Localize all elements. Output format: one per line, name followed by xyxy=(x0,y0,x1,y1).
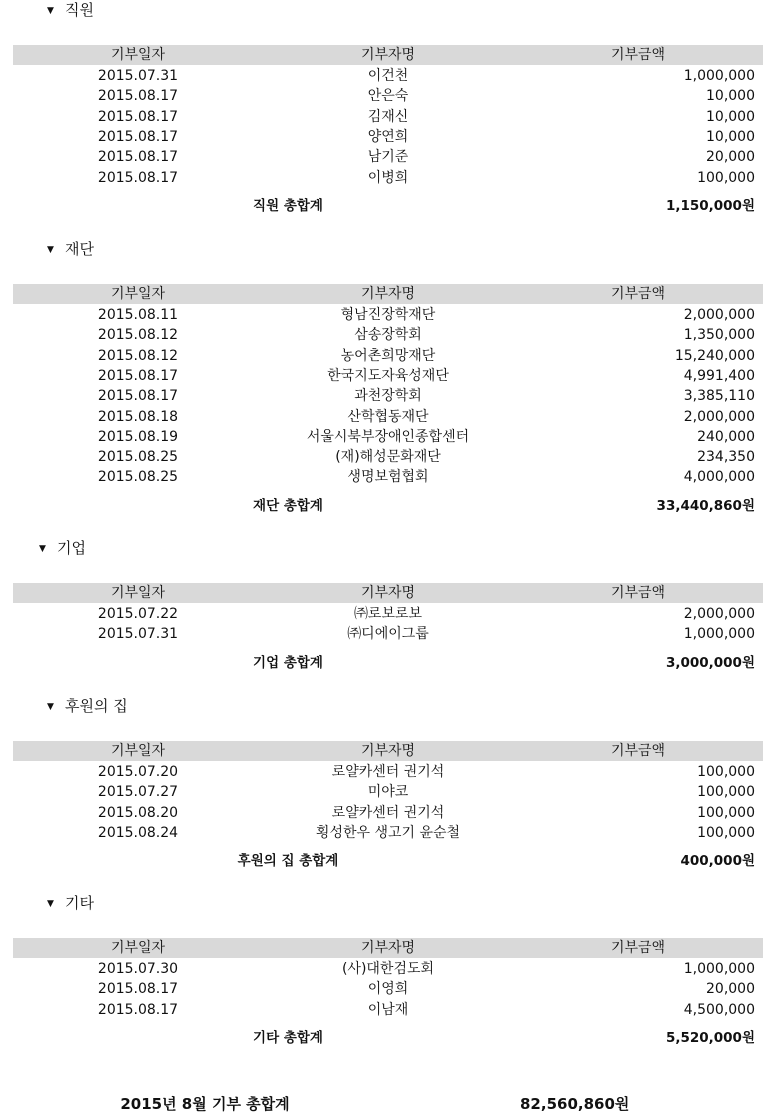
section-title[interactable] xyxy=(39,538,86,558)
grand-total-label: 2015년 8월 기부 총합계 xyxy=(120,1095,290,1113)
column-header-name: 기부자명 xyxy=(360,585,416,601)
section-title-text: 기업 xyxy=(57,539,86,557)
grand-total-row xyxy=(0,1093,771,1115)
donation-date: 2015.08.17 xyxy=(97,149,179,166)
grand-total-amount: 82,560,860원 xyxy=(520,1095,630,1113)
donor-name: 이병희 xyxy=(367,169,409,186)
column-header-date: 기부일자 xyxy=(110,47,166,63)
section-total-amount: 1,150,000원 xyxy=(665,197,755,214)
section-total-label: 직원 총합계 xyxy=(253,197,323,214)
table-row xyxy=(13,386,763,406)
donation-amount: 4,991,400 xyxy=(683,367,755,384)
donor-name: 안은숙 xyxy=(367,88,409,105)
donation-amount: 100,000 xyxy=(697,764,755,780)
column-header-date: 기부일자 xyxy=(110,585,166,601)
table-row xyxy=(13,168,763,188)
donation-amount: 1,000,000 xyxy=(683,626,755,643)
column-header-date: 기부일자 xyxy=(110,286,166,302)
donor-name: 산학협동재단 xyxy=(347,408,429,425)
donation-amount: 4,000,000 xyxy=(683,469,755,486)
donor-name: 서울시북부장애인종합센터 xyxy=(306,428,470,445)
section-title-text: 후원의 집 xyxy=(65,697,128,715)
column-header-name: 기부자명 xyxy=(360,743,416,759)
table-row xyxy=(13,346,763,366)
donation-date: 2015.08.17 xyxy=(97,981,179,998)
donation-date: 2015.07.20 xyxy=(97,764,179,780)
table-row xyxy=(13,427,763,447)
table-header xyxy=(13,741,763,761)
table-row xyxy=(13,823,763,843)
table-row xyxy=(13,366,763,386)
column-header-name: 기부자명 xyxy=(360,286,416,302)
donation-date: 2015.08.25 xyxy=(97,449,179,466)
table-row xyxy=(13,979,763,999)
donation-amount: 20,000 xyxy=(706,981,755,998)
collapse-triangle-icon[interactable]: ▼ xyxy=(47,6,54,16)
donor-name: 이영희 xyxy=(367,981,409,998)
donation-amount: 2,000,000 xyxy=(683,408,755,425)
donation-date: 2015.08.11 xyxy=(97,307,179,323)
column-header-amount: 기부금액 xyxy=(610,743,666,759)
donation-amount: 100,000 xyxy=(697,824,755,841)
table-row xyxy=(13,762,763,782)
section-total-row xyxy=(13,495,763,517)
column-header-amount: 기부금액 xyxy=(610,286,666,302)
section-total-amount: 33,440,860원 xyxy=(656,497,755,514)
donation-date: 2015.08.12 xyxy=(97,327,179,344)
column-header-name: 기부자명 xyxy=(360,940,416,956)
donor-name: (사)대한검도회 xyxy=(341,961,435,977)
column-header-date: 기부일자 xyxy=(110,743,166,759)
table-row xyxy=(13,325,763,345)
donation-amount: 4,500,000 xyxy=(683,1001,755,1018)
donation-date: 2015.07.22 xyxy=(97,606,179,622)
table-row xyxy=(13,147,763,167)
donation-date: 2015.08.17 xyxy=(97,169,179,186)
table-row xyxy=(13,467,763,487)
donor-name: 생명보험협회 xyxy=(347,469,429,486)
table-header xyxy=(13,583,763,603)
section-title[interactable] xyxy=(47,0,94,20)
donation-date: 2015.08.17 xyxy=(97,128,179,145)
donation-amount: 100,000 xyxy=(697,804,755,821)
donor-name: 미야코 xyxy=(367,784,409,801)
section-title[interactable] xyxy=(47,696,128,716)
section-total-row xyxy=(13,1027,763,1049)
donor-name: 로얄카센터 권기석 xyxy=(331,764,445,780)
donation-amount: 1,350,000 xyxy=(683,327,755,344)
donor-name: 한국지도자육성재단 xyxy=(327,367,449,384)
donor-name: 양연희 xyxy=(367,128,409,145)
table-row xyxy=(13,624,763,644)
donation-amount: 234,350 xyxy=(697,449,755,466)
table-row xyxy=(13,407,763,427)
section-total-amount: 400,000원 xyxy=(680,853,755,870)
donation-amount: 10,000 xyxy=(706,108,755,125)
donation-date: 2015.07.27 xyxy=(97,784,179,801)
donation-amount: 10,000 xyxy=(706,128,755,145)
table-row xyxy=(13,782,763,802)
donation-date: 2015.08.17 xyxy=(97,388,179,405)
column-header-amount: 기부금액 xyxy=(610,585,666,601)
donation-date: 2015.07.31 xyxy=(97,626,179,643)
donation-amount: 3,385,110 xyxy=(683,388,755,405)
section-total-label: 기타 총합계 xyxy=(253,1029,323,1046)
table-row xyxy=(13,803,763,823)
section-total-row xyxy=(13,850,763,872)
donation-date: 2015.08.17 xyxy=(97,1001,179,1018)
donation-date: 2015.08.25 xyxy=(97,469,179,486)
collapse-triangle-icon[interactable]: ▼ xyxy=(39,544,46,554)
column-header-date: 기부일자 xyxy=(110,940,166,956)
table-row xyxy=(13,1000,763,1020)
donation-date: 2015.08.17 xyxy=(97,367,179,384)
section-total-row xyxy=(13,195,763,217)
donation-date: 2015.07.31 xyxy=(97,68,179,84)
donation-amount: 240,000 xyxy=(697,428,755,445)
column-header-amount: 기부금액 xyxy=(610,47,666,63)
collapse-triangle-icon[interactable]: ▼ xyxy=(47,702,54,712)
donor-name: 형남진장학재단 xyxy=(340,307,436,323)
donation-amount: 2,000,000 xyxy=(683,307,755,323)
table-row xyxy=(13,127,763,147)
donation-amount: 100,000 xyxy=(697,169,755,186)
donation-date: 2015.08.17 xyxy=(97,88,179,105)
donation-amount: 20,000 xyxy=(706,149,755,166)
donation-date: 2015.08.12 xyxy=(97,347,179,364)
collapse-triangle-icon[interactable]: ▼ xyxy=(47,245,54,255)
donation-amount: 1,000,000 xyxy=(683,961,755,977)
table-row xyxy=(13,305,763,325)
table-row xyxy=(13,66,763,86)
section-total-label: 후원의 집 총합계 xyxy=(237,853,339,870)
section-total-amount: 5,520,000원 xyxy=(665,1029,755,1046)
table-row xyxy=(13,447,763,467)
donation-date: 2015.08.24 xyxy=(97,824,179,841)
donor-name: (재)해성문화재단 xyxy=(335,449,441,466)
donation-date: 2015.08.17 xyxy=(97,108,179,125)
section-total-label: 기업 총합계 xyxy=(253,654,323,671)
donation-amount: 10,000 xyxy=(706,88,755,105)
table-header xyxy=(13,284,763,304)
donor-name: 남기준 xyxy=(367,149,409,166)
table-header xyxy=(13,938,763,958)
section-total-row xyxy=(13,652,763,674)
section-total-amount: 3,000,000원 xyxy=(665,654,755,671)
donor-name: 삼송장학회 xyxy=(354,327,422,344)
donor-name: ㈜디에이그룹 xyxy=(347,626,429,643)
table-header xyxy=(13,45,763,65)
donation-amount: 2,000,000 xyxy=(683,606,755,622)
donation-amount: 100,000 xyxy=(697,784,755,801)
section-title[interactable] xyxy=(47,239,94,259)
column-header-amount: 기부금액 xyxy=(610,940,666,956)
donation-amount: 15,240,000 xyxy=(674,347,755,364)
donor-name: 횡성한우 생고기 윤순철 xyxy=(315,824,461,841)
donor-name: 농어촌희망재단 xyxy=(340,347,436,364)
donor-name: 로얄카센터 권기석 xyxy=(331,804,445,821)
donor-name: 과천장학회 xyxy=(354,388,422,405)
donor-name: 이남재 xyxy=(367,1001,409,1018)
column-header-name: 기부자명 xyxy=(360,47,416,63)
section-title-text: 재단 xyxy=(65,240,94,258)
donor-name: 이건천 xyxy=(367,68,409,84)
donation-date: 2015.08.19 xyxy=(97,428,179,445)
table-row xyxy=(13,604,763,624)
donation-amount: 1,000,000 xyxy=(683,68,755,84)
donor-name: ㈜로보로보 xyxy=(353,606,423,622)
table-row xyxy=(13,107,763,127)
section-total-label: 재단 총합계 xyxy=(253,497,323,514)
section-title[interactable] xyxy=(47,893,94,913)
section-title-text: 직원 xyxy=(65,1,94,19)
table-row xyxy=(13,959,763,979)
section-title-text: 기타 xyxy=(65,894,94,912)
donation-date: 2015.08.18 xyxy=(97,408,179,425)
donation-date: 2015.07.30 xyxy=(97,961,179,977)
donor-name: 김재신 xyxy=(367,108,409,125)
donation-date: 2015.08.20 xyxy=(97,804,179,821)
table-row xyxy=(13,86,763,106)
collapse-triangle-icon[interactable]: ▼ xyxy=(47,899,54,909)
